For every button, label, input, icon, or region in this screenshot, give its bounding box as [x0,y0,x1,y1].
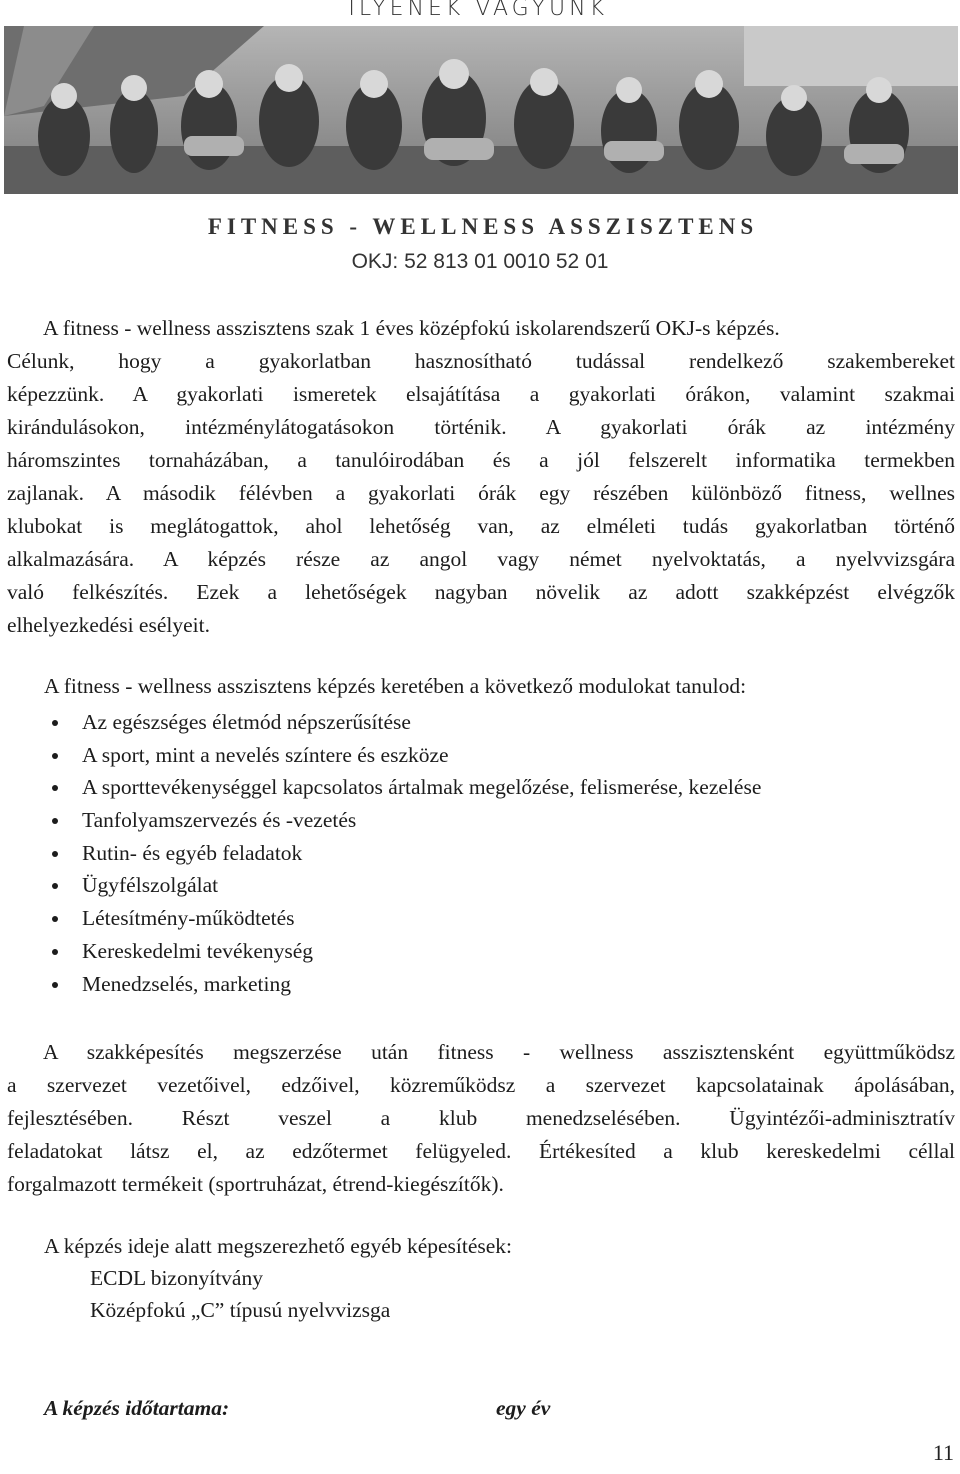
list-item [44,837,761,870]
module-label: Menedzselés, marketing [82,971,291,996]
module-label: Ügyfélszolgálat [82,873,219,898]
okj-code: OKJ: 52 813 01 0010 52 01 [351,250,609,273]
extra-qualification-item: ECDL bizonyítvány [90,1266,263,1290]
bullet-icon [52,982,58,988]
text-line: zajlanak. A második félévben a gyakorlati órák egy részében különböző fitness, wellnes [7,481,955,505]
bullet-icon [52,818,58,824]
text-line: Célunk, hogy a gyakorlatban hasznosítható tudással rendelkező szakembereket [7,349,955,373]
list-item [44,739,761,772]
text-line: forgalmazott termékeit (sportruházat, étrend-kiegészítők). [7,1172,504,1196]
text-line: kirándulásokon, intézménylátogatásokon történik. A gyakorlati órák az intézmény [7,415,955,439]
text-line: fejlesztésében. Részt veszel a klub menedzselésében. Ügyintézői-adminisztratív [7,1106,955,1130]
modules-intro: A fitness - wellness asszisztens képzés keretében a következő modulokat tanulod: [44,674,747,698]
list-item [44,804,761,837]
intro-paragraph [7,312,955,642]
module-label: Az egészséges életmód népszerűsítése [82,710,411,734]
bullet-icon [52,785,58,791]
text-line: klubokat is meglátogattok, ahol lehetőség van, az elméleti tudás gyakorlatban történő [7,514,955,538]
text-line: való felkészítés. Ezek a lehetőségek nagyban növelik az adott szakképzést elvégzők [7,580,955,604]
extra-qualifications-intro: A képzés ideje alatt megszerezhető egyéb képesítések: [44,1234,513,1258]
duration-value: egy év [496,1396,551,1420]
bullet-icon [52,851,58,857]
bullet-icon [52,720,58,726]
list-item [44,771,761,804]
list-item [44,902,761,935]
bullet-icon [52,883,58,889]
module-list [44,706,761,1000]
list-item [44,935,761,968]
text-line: A szakképesítés megszerzése után fitness - wellness asszisztensként együttműködsz [43,1040,955,1064]
list-item [44,869,761,902]
module-label: Kereskedelmi tevékenység [82,938,314,963]
text-line: képezzünk. A gyakorlati ismeretek elsajátítása a gyakorlati órákon, valamint szakmai [7,382,955,406]
text-line: elhelyezkedési esélyeit. [7,613,210,637]
list-item [44,968,761,1001]
duration-label: A képzés időtartama: [44,1396,230,1420]
module-label: Tanfolyamszervezés és -vezetés [82,808,357,833]
page-number: 11 [932,1440,954,1465]
career-paragraph [7,1036,955,1201]
module-label: A sporttevékenységgel kapcsolatos ártalmak megelőzése, felismerése, kezelése [82,775,762,800]
text-line: A fitness - wellness asszisztens szak 1 éves középfokú iskolarendszerű OKJ-s képzés. [43,316,780,340]
text-line: alkalmazására. A képzés része az angol vagy német nyelvoktatás, a nyelvvizsgára [7,547,955,571]
module-label: A sport, mint a nevelés színtere és eszköze [82,742,449,767]
text-line: háromszintes tornaházában, a tanulóirodában és a jól felszerelt informatika termekben [7,448,955,472]
module-label: Rutin- és egyéb feladatok [82,840,303,865]
page-title: FITNESS - WELLNESS ASSZISZTENS [207,214,759,239]
section-header: ILYENEK VAGYUNK [348,0,608,21]
bullet-icon [52,916,58,922]
bullet-icon [52,949,58,955]
list-item [44,706,761,739]
extra-qualification-item: Középfokú „C” típusú nyelvvizsga [90,1298,391,1322]
bullet-icon [52,753,58,759]
text-line: a szervezet vezetőivel, edzőivel, közreműködsz a szervezet kapcsolatainak ápolásában, [7,1073,955,1097]
group-photo [4,26,958,194]
text-line: feladatokat látsz el, az edzőtermet felügyeled. Értékesíted a klub kereskedelmi céllal [7,1139,955,1163]
module-label: Létesítmény-működtetés [82,906,295,931]
